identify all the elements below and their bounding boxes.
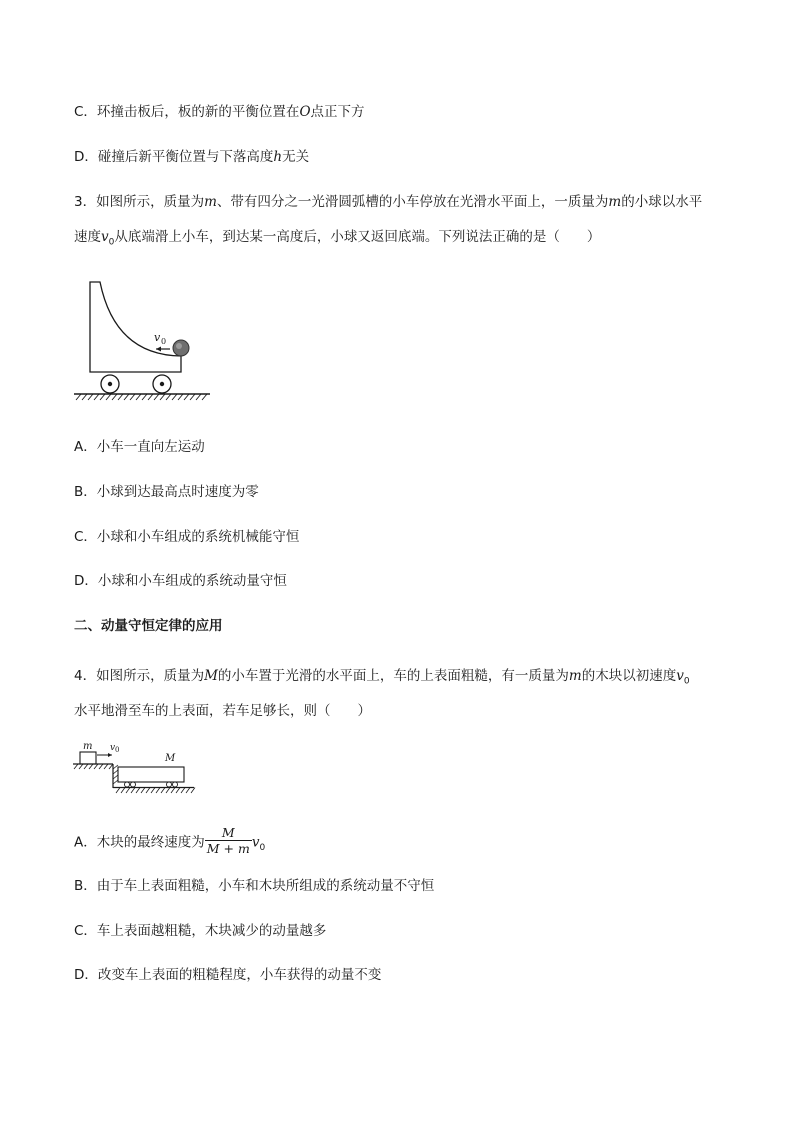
cart-body: [118, 767, 184, 782]
q3-stem-text3: 的小球以水平: [621, 194, 703, 210]
q3-stem-text5: 从底端滑上小车，到达某一高度后，小球又返回底端。下列说法正确的是（ ）: [114, 229, 601, 245]
q4-stem-line2: 水平地滑至车的上表面，若车足够长，则（ ）: [74, 703, 371, 719]
wheel-icon: [125, 782, 130, 787]
q3-stem-text4: 速度: [74, 229, 101, 245]
wheel-icon: [167, 782, 172, 787]
q4-figure-block-cart: [72, 738, 202, 800]
q4-var-m: m: [568, 668, 582, 684]
q3-var-v: v: [101, 229, 109, 245]
q2-option-c-text-end: 点正下方: [310, 104, 365, 120]
ground-hatch: [76, 394, 207, 400]
section-heading: 二、动量守恒定律的应用: [74, 618, 223, 634]
q3-stem-text2: 、带有四分之一光滑圆弧槽的小车停放在光滑水平面上，一质量为: [216, 194, 609, 210]
q4-var-v-sub: 0: [683, 676, 690, 687]
q4-option-d: D．改变车上表面的粗糙程度，小车获得的动量不变: [74, 967, 382, 983]
q4-option-a: [74, 827, 265, 858]
q4-option-c: C．车上表面越粗糙，木块减少的动量越多: [74, 923, 327, 939]
block-icon: [80, 752, 96, 764]
q4-option-a-var: v: [251, 834, 260, 851]
q3-var-v-sub: 0: [108, 237, 115, 248]
q4-option-a-fraction: [205, 825, 252, 856]
q3-option-c: C．小球和小车组成的系统机械能守恒: [74, 529, 300, 545]
q4-var-M: M: [204, 668, 218, 684]
q4-option-a-sub: 0: [259, 843, 266, 854]
q4-stem-text3: 的木块以初速度: [581, 668, 677, 684]
q3-option-b: B．小球到达最高点时速度为零: [74, 484, 259, 500]
q4-option-b: B．由于车上表面粗糙，小车和木块所组成的系统动量不守恒: [74, 878, 435, 894]
wheel-icon: [173, 782, 178, 787]
q4-figure-label-sub: 0: [115, 746, 120, 754]
wheel-icon: [131, 782, 136, 787]
q2-option-c-var: O: [299, 104, 311, 120]
fraction-numerator: M: [205, 825, 252, 841]
wheel-icon: [101, 375, 119, 393]
q4-var-v: v: [676, 668, 684, 684]
q2-option-d-var: h: [273, 149, 283, 165]
q3-stem-text: 3．如图所示，质量为: [74, 194, 205, 210]
q3-figure-label-v: v: [154, 331, 161, 344]
wheel-icon: [153, 375, 171, 393]
q3-var-m1: m: [204, 194, 217, 210]
q4-figure-label-m: m: [83, 741, 93, 752]
q3-option-d: D．小球和小车组成的系统动量守恒: [74, 573, 287, 589]
q2-option-c-text: C．环撞击板后，板的新的平衡位置在: [74, 104, 300, 120]
q4-stem-line1: [74, 667, 690, 691]
q4-figure-label-v: v: [110, 743, 116, 753]
q2-option-d: [74, 148, 309, 166]
q3-option-a: A．小车一直向左运动: [74, 439, 205, 455]
q3-stem-line2: [74, 228, 600, 252]
q4-option-a-text: A．木块的最终速度为: [74, 834, 205, 851]
q3-figure-label-sub: 0: [161, 337, 167, 346]
q4-stem-text: 4．如图所示，质量为: [74, 668, 205, 684]
q4-figure-label-M: M: [165, 753, 176, 764]
q4-stem-text2: 的小车置于光滑的水平面上，车的上表面粗糙，有一质量为: [217, 668, 569, 684]
q2-option-d-text-end: 无关: [282, 149, 310, 165]
fraction-denominator: M + m: [206, 841, 250, 856]
q3-figure-cart: [70, 280, 220, 410]
q2-option-d-text: D．碰撞后新平衡位置与下落高度: [74, 149, 274, 165]
q3-var-m2: m: [608, 194, 622, 210]
q3-stem-line1: [74, 193, 702, 211]
q2-option-c: [74, 103, 365, 121]
